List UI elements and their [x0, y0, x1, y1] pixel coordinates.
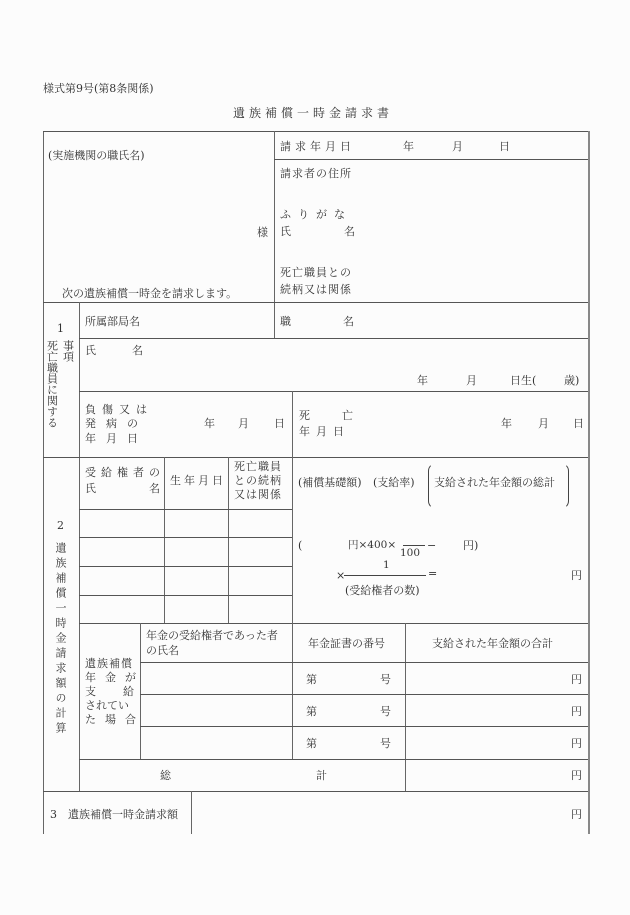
section1-title-col2: 事項: [61, 340, 75, 362]
cert-suffix: 号: [380, 705, 391, 718]
beneficiary-relation-cell[interactable]: [230, 568, 290, 593]
total-amount-field[interactable]: [410, 762, 565, 788]
beneficiary-count-field[interactable]: [360, 578, 420, 586]
injury-label-line2: 発病の: [85, 417, 148, 430]
table-border-left: [43, 131, 44, 834]
former-beneficiary-header-line1: 年金の受給権者であった者: [146, 629, 278, 642]
amount-unit: 円: [571, 737, 582, 750]
pension-case-label-line3-left: 支: [85, 685, 96, 698]
claim-amount-field[interactable]: [196, 795, 566, 831]
address-label: 請求者の住所: [280, 167, 352, 180]
row-line: [79, 509, 292, 510]
total-label-right: 計: [316, 769, 327, 782]
beneficiary-header-line2-right: 名: [149, 482, 160, 495]
furigana-label: ふりがな: [280, 208, 352, 221]
base-amount-field[interactable]: [305, 535, 347, 553]
beneficiary-birthdate-cell[interactable]: [166, 511, 226, 535]
death-label-1b: 亡: [342, 409, 353, 422]
formula-result-unit: 円: [571, 569, 582, 582]
address-field[interactable]: [350, 165, 580, 200]
col-line: [292, 457, 293, 623]
formula-times: ×: [336, 569, 346, 582]
beneficiary-birthdate-cell[interactable]: [166, 597, 226, 621]
row-line: [140, 662, 588, 663]
formula-numerator-1: 1: [383, 559, 390, 571]
cert-prefix: 第: [306, 705, 317, 718]
col-line: [191, 791, 192, 834]
section-label-divider: [79, 302, 80, 791]
calculation-result-field[interactable]: [445, 565, 565, 583]
section2-title: 遺族補償一時金請求額の計算: [54, 542, 67, 737]
department-label: 所属部局名: [85, 315, 140, 328]
claim-amount-unit: 円: [571, 808, 582, 821]
row-line: [79, 537, 292, 538]
age-label: 歳): [564, 374, 580, 387]
cert-prefix: 第: [306, 737, 317, 750]
beneficiary-count-label: (受給権者の数): [345, 584, 420, 597]
beneficiary-name-cell[interactable]: [81, 539, 162, 564]
row-line: [43, 457, 588, 458]
row-line: [79, 759, 588, 760]
formula-yen-times: 円×400×: [348, 539, 397, 551]
deceased-name-field[interactable]: [150, 342, 580, 364]
beneficiary-name-cell[interactable]: [81, 568, 162, 593]
right-paren-shape: [560, 463, 569, 509]
claim-amount-label: 3 遺族補償一時金請求額: [50, 808, 178, 821]
birthdate-header: 生年月日: [170, 474, 226, 487]
col-line: [292, 623, 293, 759]
agency-name-field[interactable]: [46, 168, 271, 218]
rate-denominator: 100: [400, 547, 421, 559]
paid-amount-cell[interactable]: [410, 698, 565, 722]
certificate-number-cell[interactable]: [320, 730, 375, 754]
beneficiary-name-cell[interactable]: [81, 511, 162, 535]
relation-label-line2: 続柄又は関係: [280, 283, 352, 296]
relation-header-line2: との続柄: [234, 474, 282, 487]
beneficiary-relation-cell[interactable]: [230, 597, 290, 621]
section1-number: 1: [57, 322, 64, 335]
amount-unit: 円: [571, 705, 582, 718]
row-line: [274, 159, 588, 160]
rate-numerator-field[interactable]: [403, 531, 425, 543]
formula-yen-close: 円): [463, 539, 479, 552]
birthdate-field[interactable]: [360, 370, 580, 388]
beneficiary-name-cell[interactable]: [81, 597, 162, 621]
death-label-1a: 死: [299, 409, 310, 422]
injury-label-line1: 負傷又は: [85, 403, 153, 416]
formula-equals: =: [428, 567, 438, 580]
death-date-field[interactable]: [380, 410, 580, 434]
death-month-label: 月: [538, 417, 549, 430]
position-label-left: 職: [280, 315, 291, 328]
death-label-line2: 年月日: [299, 425, 350, 438]
agency-label: (実施機関の職氏名): [48, 149, 145, 162]
injury-day-label: 日: [274, 417, 285, 430]
formula-open-paren: (: [298, 539, 303, 552]
amount-unit: 円: [571, 673, 582, 686]
injury-year-label: 年: [204, 417, 215, 430]
injury-date-field[interactable]: [150, 410, 288, 434]
request-date-month-label: 月: [452, 140, 463, 153]
col-line: [228, 457, 229, 623]
beneficiary-birthdate-cell[interactable]: [166, 568, 226, 593]
former-beneficiary-name-cell[interactable]: [142, 728, 290, 757]
certificate-header: 年金証書の番号: [308, 637, 385, 650]
section2-number: 2: [57, 519, 64, 532]
row-line: [43, 302, 588, 303]
birth-month-label: 月: [466, 374, 477, 387]
certificate-number-cell[interactable]: [320, 698, 375, 722]
row-line: [43, 791, 588, 792]
formula-minus: −: [427, 539, 437, 552]
beneficiary-relation-cell[interactable]: [230, 539, 290, 564]
table-border-top: [43, 131, 588, 132]
paid-amount-cell[interactable]: [410, 730, 565, 754]
rate-fraction-line: [403, 545, 425, 546]
form-number: 様式第9号(第8条関係): [43, 82, 154, 95]
injury-month-label: 月: [238, 417, 249, 430]
position-field[interactable]: [365, 305, 580, 335]
pension-case-label-line2: 年金が: [85, 671, 145, 684]
request-date-day-label: 日: [499, 140, 510, 153]
request-date-field[interactable]: [350, 134, 580, 156]
position-label-right: 名: [343, 315, 354, 328]
former-beneficiary-header-line2: の氏名: [146, 644, 179, 657]
row-line: [140, 726, 588, 727]
deceased-name-label-right: 名: [132, 344, 143, 357]
col-line: [292, 391, 293, 457]
section1-title-col1: 死亡職員に関する: [45, 340, 59, 428]
table-border-right: [588, 131, 590, 834]
row-line: [79, 566, 292, 567]
beneficiary-header-line2-left: 氏: [85, 482, 96, 495]
honorific-label: 様: [257, 226, 268, 239]
pension-total-label: 支給された年金額の総計: [434, 476, 555, 489]
requester-name-label-left: 氏: [280, 225, 291, 238]
pension-case-label-line5: た場合: [85, 713, 145, 726]
cert-suffix: 号: [380, 737, 391, 750]
cert-suffix: 号: [380, 673, 391, 686]
col-line: [164, 457, 165, 623]
request-statement: 次の遺族補償一時金を請求します。: [62, 287, 238, 300]
cert-prefix: 第: [306, 673, 317, 686]
requester-relation-field[interactable]: [360, 262, 580, 298]
relation-header-line1: 死亡職員: [234, 460, 282, 473]
relation-header-line3: 又は関係: [234, 488, 282, 501]
row-line: [79, 391, 588, 392]
pension-case-label-line3-right: 給: [123, 685, 134, 698]
rate-label: (支給率): [373, 476, 415, 489]
header-divider: [274, 131, 275, 338]
paid-amount-cell[interactable]: [410, 666, 565, 690]
deceased-name-label-left: 氏: [85, 344, 96, 357]
pension-total-field[interactable]: [437, 535, 462, 553]
col-line: [140, 623, 141, 759]
total-unit: 円: [571, 769, 582, 782]
paid-total-header: 支給された年金額の合計: [432, 637, 553, 650]
row-line: [79, 338, 588, 339]
death-day-label: 日: [573, 417, 584, 430]
col-line: [405, 623, 406, 791]
pension-case-label-line1: 遺族補償: [85, 657, 133, 670]
form-title: 遺族補償一時金請求書: [233, 106, 394, 120]
row-line: [140, 694, 588, 695]
former-beneficiary-name-cell[interactable]: [142, 696, 290, 724]
birth-day-label: 日生(: [510, 374, 537, 387]
department-field[interactable]: [160, 305, 270, 335]
death-year-label: 年: [501, 417, 512, 430]
beneficiary-birthdate-cell[interactable]: [166, 539, 226, 564]
former-beneficiary-name-cell[interactable]: [142, 664, 290, 692]
row-line: [79, 595, 292, 596]
total-label-left: 総: [160, 769, 171, 782]
count-fraction-line: [344, 575, 426, 576]
requester-name-field[interactable]: [360, 205, 580, 241]
relation-label-line1: 死亡職員との: [280, 266, 352, 279]
beneficiary-header-line1: 受給権者の: [85, 466, 165, 479]
beneficiary-relation-cell[interactable]: [230, 511, 290, 535]
birth-year-label: 年: [417, 374, 428, 387]
row-line: [79, 623, 588, 624]
pension-case-label-line4: されてい: [85, 699, 129, 712]
requester-name-label-right: 名: [344, 225, 355, 238]
request-date-label: 請求年月日: [280, 140, 355, 153]
request-date-year-label: 年: [403, 140, 414, 153]
certificate-number-cell[interactable]: [320, 666, 375, 690]
base-amount-label: (補償基礎額): [298, 476, 362, 489]
injury-label-line3: 年月日: [85, 432, 148, 445]
